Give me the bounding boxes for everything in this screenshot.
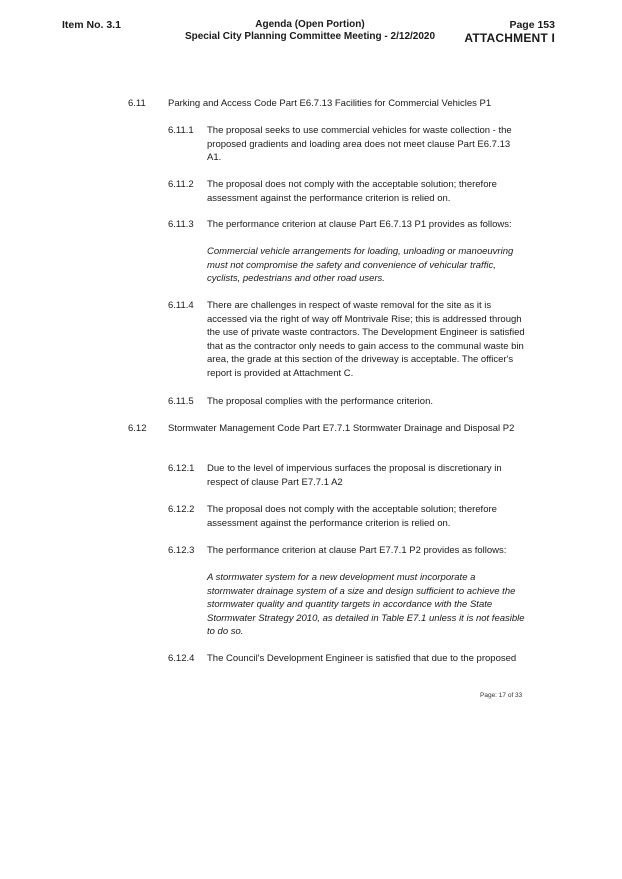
attachment-label: ATTACHMENT I (464, 31, 555, 45)
agenda-header (160, 19, 460, 43)
quoted-criterion: A stormwater system for a new development must incorporate a stormwater drainage system of a size and design sufficient to achieve the stormwater quality and quantity targets in accordance with the State Stormwater Strategy 2010, as detailed in Table E7.1 unless it is not feasible to do so. (207, 572, 525, 638)
section-6-12-2 (168, 503, 528, 531)
section-number: 6.11.5 (168, 396, 194, 407)
section-heading: Parking and Access Code Part E6.7.13 Facilities for Commercial Vehicles P1 (168, 98, 492, 109)
section-number: 6.11.1 (168, 125, 194, 136)
section-heading: Stormwater Management Code Part E7.7.1 Stormwater Drainage and Disposal P2 (168, 423, 515, 434)
section-number: 6.12.2 (168, 504, 195, 515)
section-number: 6.11.2 (168, 179, 194, 190)
section-number: 6.11.3 (168, 219, 194, 230)
section-6-12-1 (168, 462, 528, 490)
section-6-11-5 (168, 395, 528, 409)
section-6-12-3 (168, 544, 528, 558)
section-number: 6.12.3 (168, 545, 195, 556)
section-number: 6.11.4 (168, 300, 194, 311)
item-number: Item No. 3.1 (62, 19, 121, 31)
section-text: The proposal complies with the performance criterion. (207, 396, 433, 407)
agenda-title: Agenda (Open Portion) (255, 19, 365, 30)
section-text: Due to the level of impervious surfaces the proposal is discretionary in respect of clause Part E7.7.1 A2 (207, 463, 502, 488)
section-text: The performance criterion at clause Part E7.7.1 P2 provides as follows: (207, 545, 507, 556)
section-text: The performance criterion at clause Part E6.7.13 P1 provides as follows: (207, 219, 512, 230)
section-6-12-4 (168, 652, 528, 666)
page-footer: Page: 17 of 33 (480, 692, 523, 699)
section-text: The proposal does not comply with the acceptable solution; therefore assessment against the performance criterion is relied on. (207, 504, 497, 529)
section-number: 6.12 (128, 423, 147, 434)
page-number: Page 153 (509, 19, 555, 31)
section-text: The Council's Development Engineer is satisfied that due to the proposed (207, 653, 517, 664)
section-6-12 (128, 422, 528, 450)
section-6-11-1 (168, 124, 528, 166)
section-6-11 (128, 97, 528, 111)
section-text: The proposal does not comply with the acceptable solution; therefore assessment against the performance criterion is relied on. (207, 179, 497, 204)
meeting-title: Special City Planning Committee Meeting - 2/12/2020 (184, 31, 436, 42)
quoted-criterion: Commercial vehicle arrangements for loading, unloading or manoeuvring must not compromise the safety and convenience of vehicular traffic, cyclists, pedestrians and other road users. (207, 246, 514, 285)
section-text: There are challenges in respect of waste removal for the site as it is accessed via the right of way off Montrivale Rise; this is addressed through the use of private waste contractors. The Development Engineer is satisfied that as the contractor only needs to gain access to the communal waste bin area, the grade at this section of the driveway is acceptable. The officer's report is provided at Attachment C. (207, 300, 525, 379)
section-6-11-2 (168, 178, 528, 206)
section-number: 6.12.1 (168, 463, 195, 474)
section-number: 6.12.4 (168, 653, 195, 664)
section-text: The proposal seeks to use commercial vehicles for waste collection - the proposed gradients and loading area does not meet clause Part E6.7.13 A1. (207, 125, 512, 164)
section-number: 6.11 (128, 98, 146, 109)
section-6-11-3 (168, 218, 528, 232)
section-6-11-4 (168, 299, 528, 383)
page-header (464, 19, 555, 45)
